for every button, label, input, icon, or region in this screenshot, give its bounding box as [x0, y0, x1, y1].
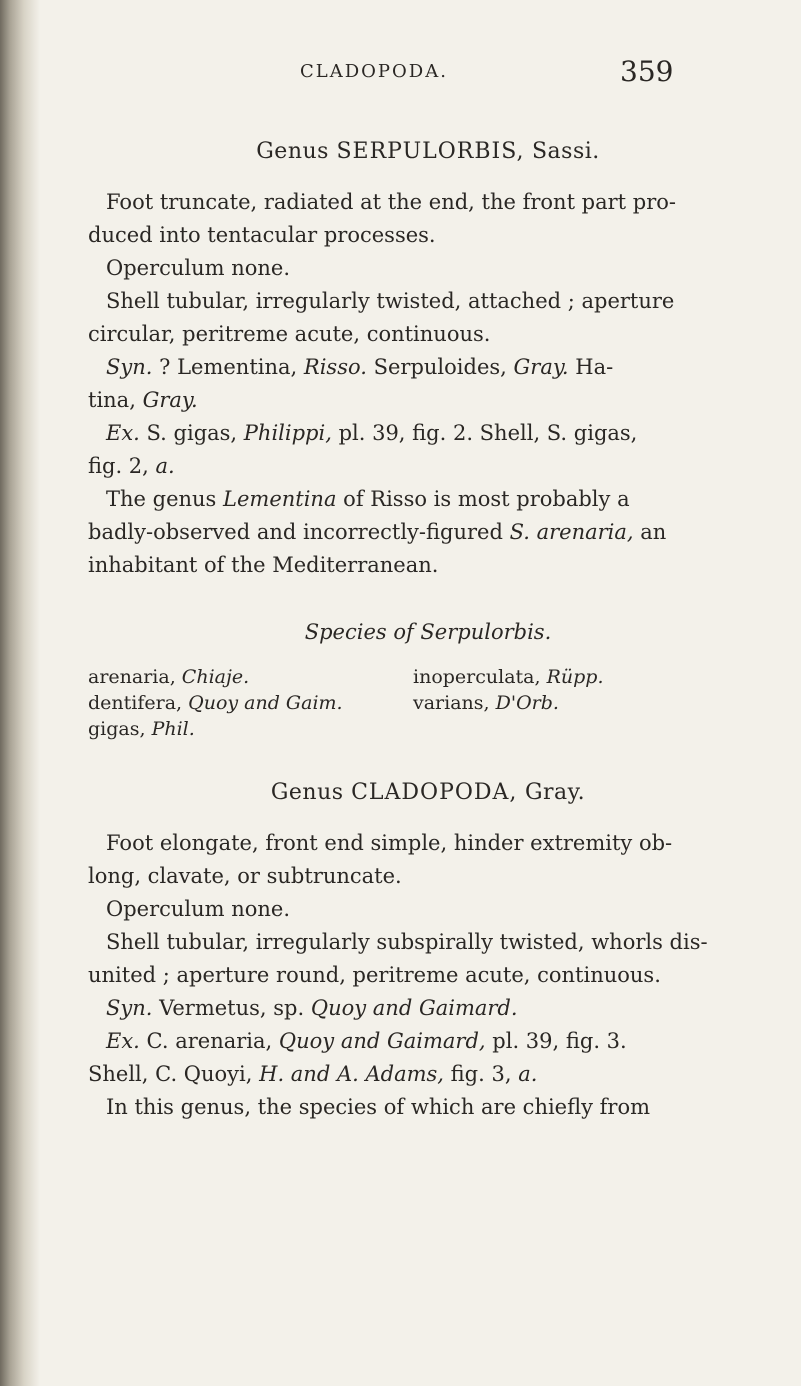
foot-description — [88, 827, 768, 893]
syn-label: Syn. — [106, 996, 153, 1020]
author-ref: Risso. — [303, 355, 367, 379]
species-name: dentifera, — [88, 692, 183, 714]
species-column-left — [88, 664, 413, 742]
text-line: circular, peritreme acute, continuous. — [88, 322, 491, 346]
page-gutter-shadow — [0, 0, 40, 1386]
text-run: inhabitant of the Mediterranean. — [88, 553, 439, 577]
synonymy — [88, 992, 768, 1025]
shell-description — [88, 285, 768, 351]
page-body — [88, 139, 768, 1124]
author-ref: Quoy and Gaimard. — [310, 996, 518, 1020]
synonymy — [88, 351, 768, 417]
text-run: fig. 2, — [88, 454, 149, 478]
text-line: duced into tentacular processes. — [88, 223, 436, 247]
example — [88, 417, 768, 483]
figure-letter: a. — [155, 454, 175, 478]
genus-name: CLADOPODA, — [351, 780, 518, 805]
foot-description — [88, 186, 768, 252]
text-run: Vermetus, sp. — [159, 996, 305, 1020]
species-author: Phil. — [151, 718, 195, 740]
running-head: CLADOPODA. — [300, 61, 448, 82]
species-item — [88, 664, 413, 690]
text-run: badly-observed and incorrectly-figured — [88, 520, 503, 544]
syn-label: Syn. — [106, 355, 153, 379]
species-name: arenaria, — [88, 666, 176, 688]
text-run: Ha- — [575, 355, 614, 379]
text-line: united ; aperture round, peritreme acute, continuous. — [88, 963, 661, 987]
genus-author: Gray. — [524, 780, 586, 805]
species-author: Quoy and Gaim. — [188, 692, 343, 714]
species-name: gigas, — [88, 718, 146, 740]
taxon-italic: S. arenaria, — [509, 520, 634, 544]
text-run: Shell, C. Quoyi, — [88, 1062, 253, 1086]
taxon-italic: Lementina — [223, 487, 337, 511]
operculum-description: Operculum none. — [106, 897, 291, 921]
species-name: inoperculata, — [413, 666, 541, 688]
figure-letter: a. — [518, 1062, 538, 1086]
text-run: an — [640, 520, 667, 544]
author-ref: Quoy and Gaimard, — [278, 1029, 486, 1053]
shell-description — [88, 926, 768, 992]
text-line: Foot truncate, radiated at the end, the front part pro- — [106, 190, 677, 214]
author-ref: H. and A. Adams, — [259, 1062, 444, 1086]
genus-label: Genus — [270, 780, 344, 805]
text-run: pl. 39, fig. 2. Shell, S. gigas, — [338, 421, 638, 445]
species-list — [88, 664, 768, 742]
species-heading: Species of Serpulorbis. — [304, 620, 552, 644]
ex-label: Ex. — [106, 421, 140, 445]
species-name: varians, — [413, 692, 490, 714]
continuation-line: In this genus, the species of which are chiefly from — [106, 1095, 651, 1119]
text-run: S. gigas, — [146, 421, 238, 445]
text-run: Serpuloides, — [373, 355, 507, 379]
genus-author: Sassi. — [531, 139, 600, 164]
example — [88, 1025, 768, 1091]
page-number: 359 — [620, 55, 674, 88]
species-item — [413, 690, 713, 716]
genus-heading-cladopoda — [88, 780, 768, 805]
genus-name: SERPULORBIS, — [336, 139, 525, 164]
genus-label: Genus — [256, 139, 329, 164]
species-column-right — [413, 664, 713, 742]
species-author: Rüpp. — [546, 666, 604, 688]
text-run: C. arenaria, — [146, 1029, 273, 1053]
author-ref: Gray. — [513, 355, 569, 379]
text-run: ? Lementina, — [159, 355, 298, 379]
genus-note — [88, 483, 768, 582]
species-author: D'Orb. — [495, 692, 559, 714]
page-header — [0, 55, 801, 95]
ex-label: Ex. — [106, 1029, 140, 1053]
operculum-description: Operculum none. — [106, 256, 291, 280]
text-line: Foot elongate, front end simple, hinder extremity ob- — [106, 831, 673, 855]
genus-heading-serpulorbis — [88, 139, 768, 164]
text-run: The genus — [106, 487, 217, 511]
author-ref: Philippi, — [243, 421, 332, 445]
species-item — [413, 664, 713, 690]
text-run: pl. 39, fig. 3. — [492, 1029, 627, 1053]
species-item — [88, 716, 413, 742]
text-line: Shell tubular, irregularly twisted, attached ; aperture — [106, 289, 675, 313]
species-author: Chiaje. — [181, 666, 250, 688]
text-run: fig. 3, — [450, 1062, 512, 1086]
text-run: of Risso is most probably a — [343, 487, 630, 511]
author-ref: Gray. — [142, 388, 198, 412]
text-run: tina, — [88, 388, 136, 412]
text-line: Shell tubular, irregularly subspirally twisted, whorls dis- — [106, 930, 708, 954]
species-item — [88, 690, 413, 716]
text-line: long, clavate, or subtruncate. — [88, 864, 402, 888]
